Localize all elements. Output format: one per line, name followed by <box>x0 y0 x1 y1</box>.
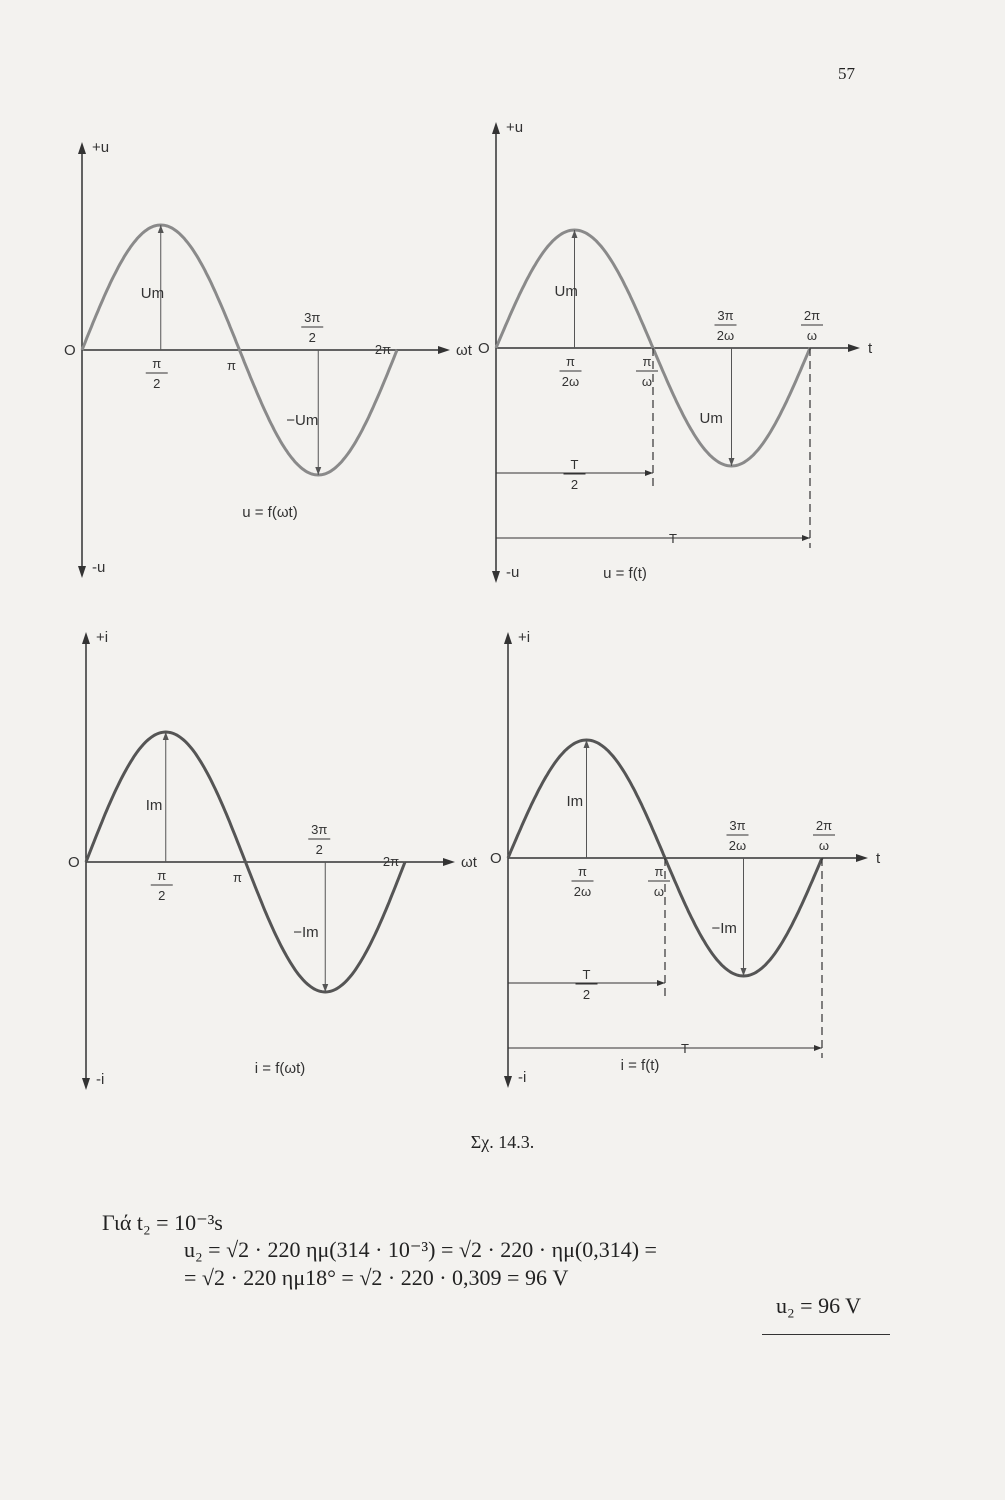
current-t-tick-4-numerator: 2π <box>815 818 833 833</box>
current-t-half-period-arrow-head <box>657 980 665 986</box>
voltage-t-tick-1-numerator: π <box>566 354 575 369</box>
current-omega-t-y-axis-arrow-up <box>82 632 90 644</box>
current-t-x-axis-arrow <box>856 854 868 862</box>
current-t-amp-pos-label: Im <box>566 793 584 810</box>
voltage-t-y-axis-neg-label: -u <box>506 564 520 581</box>
voltage-t-origin-label: O <box>478 340 490 357</box>
voltage-omega-t-tick-4: 2π <box>374 342 392 357</box>
voltage-omega-t-y-axis-arrow-up <box>78 142 86 154</box>
current-omega-t-tick-2: π <box>233 870 242 885</box>
voltage-t-tick-3-numerator: 3π <box>717 308 734 323</box>
voltage-t-y-axis-arrow-up <box>492 122 500 134</box>
current-t-period-label: T <box>681 1041 689 1056</box>
voltage-t-tick-2-numerator: π <box>642 354 652 369</box>
voltage-omega-t-amp-neg-label: −Um <box>286 412 319 429</box>
figure-caption: Σχ. 14.3. <box>470 1132 535 1152</box>
current-omega-t-function-label: i = f(ωt) <box>254 1060 306 1077</box>
current-omega-t-tick-3-denominator: 2 <box>315 842 323 857</box>
current-omega-t-amp-pos-label: Im <box>145 797 163 814</box>
current-t-tick-3-denominator: 2ω <box>728 838 747 853</box>
current-t-x-axis-label: t <box>876 850 881 867</box>
voltage-t-x-axis-label: t <box>868 340 873 357</box>
voltage-omega-t-tick-3-numerator: 3π <box>304 310 321 325</box>
current-omega-t-x-axis-arrow <box>443 858 455 866</box>
voltage-t-tick-4-denominator: ω <box>806 328 818 343</box>
current-t-tick-2-denominator: ω <box>653 884 665 899</box>
voltage-omega-t-tick-1-denominator: 2 <box>153 376 161 391</box>
current-t-tick-1-numerator: π <box>578 864 587 879</box>
current-t-tick-1-denominator: 2ω <box>573 884 592 899</box>
equation-line-2: u₂ = √2 · 220 ημ(314 · 10⁻³) = √2 · 220 · ημ(0,314) = <box>184 1237 657 1262</box>
voltage-omega-t-tick-2: π <box>227 358 236 373</box>
voltage-omega-t-tick-3-denominator: 2 <box>308 330 316 345</box>
current-omega-t-y-axis-arrow-down <box>82 1078 90 1090</box>
current-omega-t-tick-1-numerator: π <box>157 868 167 883</box>
voltage-t-y-axis-arrow-down <box>492 571 500 583</box>
voltage-t-half-period-label-denominator: 2 <box>570 477 579 492</box>
current-omega-t-y-axis-neg-label: -i <box>96 1071 105 1088</box>
current-t-period-arrow-head <box>814 1045 822 1051</box>
voltage-t-y-axis-pos-label: +u <box>506 119 524 136</box>
voltage-omega-t-y-axis-pos-label: +u <box>92 139 110 156</box>
current-omega-t-origin-label: O <box>68 854 80 871</box>
voltage-omega-t-x-axis-arrow <box>438 346 450 354</box>
current-omega-t-tick-3-numerator: 3π <box>311 822 328 837</box>
voltage-omega-t-y-axis-arrow-down <box>78 566 86 578</box>
current-omega-t-x-axis-label: ωt <box>461 854 477 871</box>
voltage-omega-t-tick-1-numerator: π <box>152 356 162 371</box>
current-omega-t-tick-1-denominator: 2 <box>158 888 166 903</box>
current-t-half-period-label-numerator: T <box>582 967 591 982</box>
current-t-y-axis-pos-label: +i <box>518 629 531 646</box>
current-t-tick-2-numerator: π <box>654 864 664 879</box>
current-t-amp-neg-label: −Im <box>711 920 737 937</box>
voltage-t-half-period-arrow-head <box>645 470 653 476</box>
voltage-t-period-label: T <box>669 531 677 546</box>
current-omega-t-tick-4: 2π <box>382 854 400 869</box>
voltage-t-half-period-label-numerator: T <box>570 457 579 472</box>
voltage-t-x-axis-arrow <box>848 344 860 352</box>
current-t-tick-3-numerator: 3π <box>729 818 746 833</box>
voltage-omega-t-x-axis-label: ωt <box>456 342 472 359</box>
voltage-t-period-arrow-head <box>802 535 810 541</box>
equation-line-1: Γιά t₂ = 10⁻³s <box>102 1210 223 1235</box>
current-t-tick-4-denominator: ω <box>818 838 830 853</box>
result-underline <box>762 1334 890 1335</box>
voltage-t-tick-1-denominator: 2ω <box>561 374 580 389</box>
voltage-t-function-label: u = f(t) <box>603 565 647 582</box>
current-t-origin-label: O <box>490 850 502 867</box>
voltage-t-amp-pos-label: Um <box>554 283 578 300</box>
voltage-t-amp-neg-label: Um <box>699 410 723 427</box>
equation-line-3: = √2 · 220 ημ18° = √2 · 220 · 0,309 = 96 V <box>184 1265 569 1290</box>
voltage-omega-t-y-axis-neg-label: -u <box>92 559 106 576</box>
current-omega-t-amp-neg-label: −Im <box>293 924 319 941</box>
voltage-omega-t-amp-pos-label: Um <box>140 285 165 302</box>
voltage-t-tick-3-denominator: 2ω <box>716 328 735 343</box>
page-number: 57 <box>838 64 855 83</box>
result-equation: u₂ = 96 V <box>776 1293 862 1318</box>
voltage-t-tick-4-numerator: 2π <box>803 308 821 323</box>
current-omega-t-y-axis-pos-label: +i <box>96 629 109 646</box>
current-t-y-axis-neg-label: -i <box>518 1069 527 1086</box>
voltage-omega-t-origin-label: O <box>64 342 76 359</box>
voltage-t-tick-2-denominator: ω <box>641 374 653 389</box>
current-t-y-axis-arrow-down <box>504 1076 512 1088</box>
current-t-half-period-label-denominator: 2 <box>582 987 591 1002</box>
voltage-omega-t-function-label: u = f(ωt) <box>242 504 298 521</box>
current-t-function-label: i = f(t) <box>620 1057 660 1074</box>
current-t-y-axis-arrow-up <box>504 632 512 644</box>
